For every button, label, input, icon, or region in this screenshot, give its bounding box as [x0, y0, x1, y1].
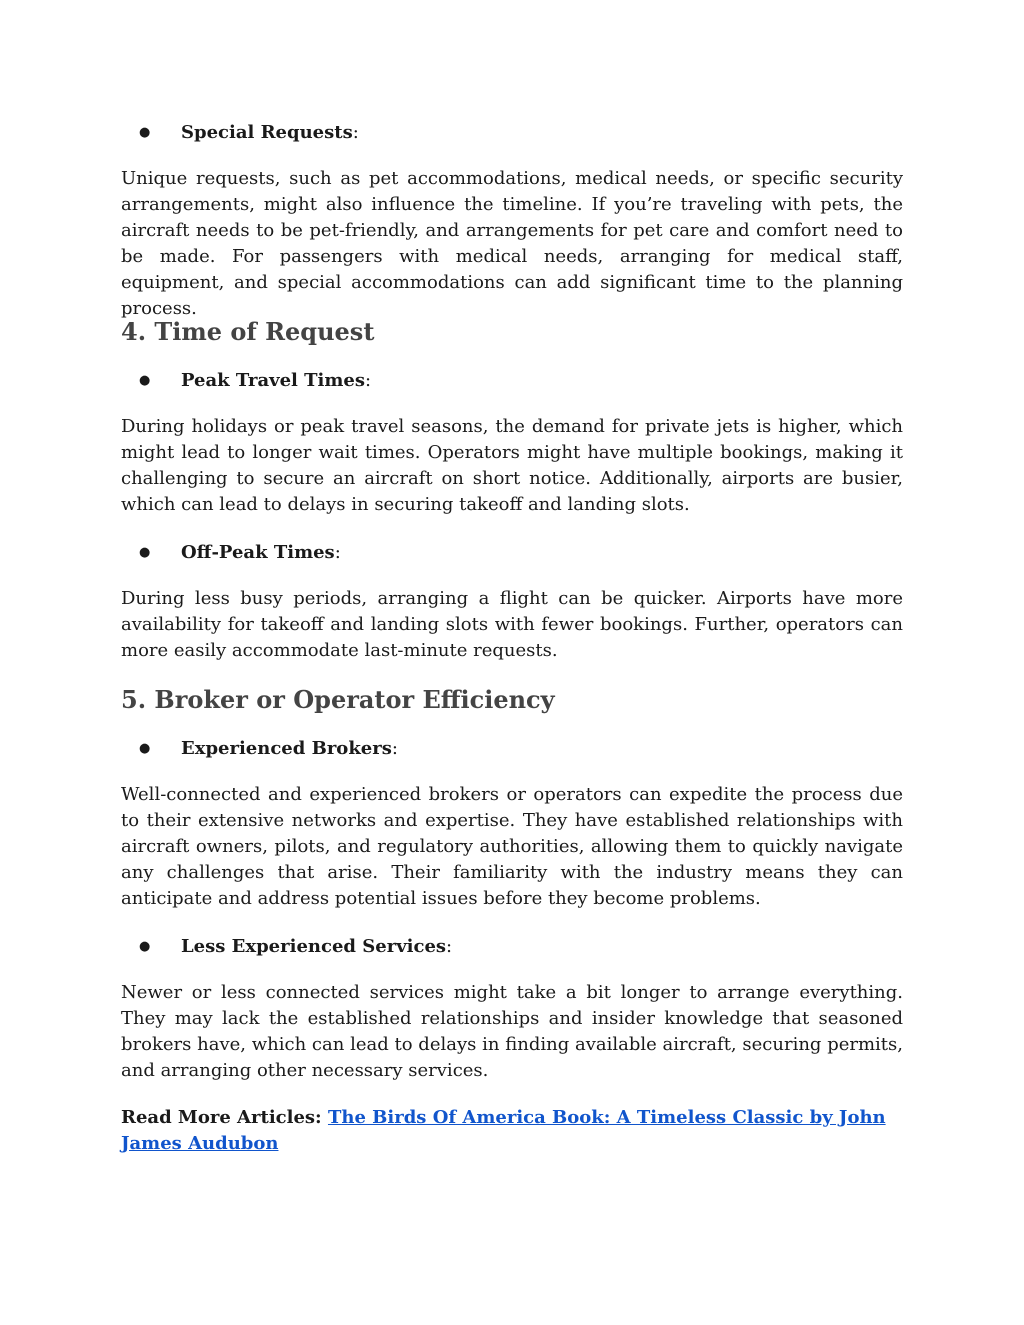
bullet-dot-icon: ●	[139, 741, 151, 756]
read-more-label: Read More Articles:	[121, 1107, 328, 1128]
paragraph-special-requests: Unique requests, such as pet accommodations, medical needs, or specific security arrangements, might also influence the timeline. If you’re traveling with pets, the aircraft needs to be pet-friendly, and arrangements for pet care and comfort need to be made. For passengers with medical needs, arranging for medical staff, equipment, and special accommodations can add significant time to the planning process.	[121, 168, 903, 319]
paragraph-less-experienced-services: Newer or less connected services might take a bit longer to arrange everything. They may lack the established relationships and insider knowledge that seasoned brokers have, which can lead to delays in finding available aircraft, securing permits, and arranging other necessary services.	[121, 982, 903, 1081]
section-heading-time-of-request: 4. Time of Request	[121, 317, 375, 346]
read-more-link[interactable]: The Birds Of America Book: A Timeless Classic by John James Audubon	[121, 1107, 886, 1154]
bullet-dot-icon: ●	[139, 125, 151, 140]
bullet-colon: :	[446, 936, 453, 957]
paragraph-off-peak-times: During less busy periods, arranging a flight can be quicker. Airports have more availability for takeoff and landing slots with fewer bookings. Further, operators can more easily accommodate last-minute requests.	[121, 588, 903, 661]
read-more	[121, 1105, 903, 1157]
bullet-colon: :	[391, 738, 398, 759]
bullet-dot-icon: ●	[139, 939, 151, 954]
section-heading-broker-efficiency: 5. Broker or Operator Efficiency	[121, 685, 555, 714]
paragraph-experienced-brokers: Well-connected and experienced brokers or operators can expedite the process due to their extensive networks and expertise. They have established relationships with aircraft owners, pilots, and regulatory authorities, allowing them to quickly navigate any challenges that arise. Their familiarity with the industry means they can anticipate and address potential issues before they become problems.	[121, 784, 903, 909]
bullet-special-requests	[121, 119, 903, 146]
bullet-label: Off-Peak Times	[181, 542, 335, 563]
bullet-dot-icon: ●	[139, 545, 151, 560]
bullet-label: Experienced Brokers	[181, 738, 392, 759]
bullet-off-peak-times	[121, 539, 903, 566]
bullet-dot-icon: ●	[139, 373, 151, 388]
bullet-experienced-brokers	[121, 735, 903, 762]
bullet-label: Less Experienced Services	[181, 936, 447, 957]
paragraph-peak-travel-times: During holidays or peak travel seasons, the demand for private jets is higher, which might lead to longer wait times. Operators might have multiple bookings, making it challenging to secure an aircraft on short notice. Additionally, airports are busier, which can lead to delays in securing takeoff and landing slots.	[121, 416, 903, 515]
bullet-peak-travel-times	[121, 367, 903, 394]
bullet-colon: :	[334, 542, 341, 563]
bullet-less-experienced-services	[121, 933, 903, 960]
bullet-colon: :	[352, 122, 359, 143]
bullet-label: Special Requests	[181, 122, 353, 143]
bullet-colon: :	[365, 370, 372, 391]
bullet-label: Peak Travel Times	[181, 370, 366, 391]
